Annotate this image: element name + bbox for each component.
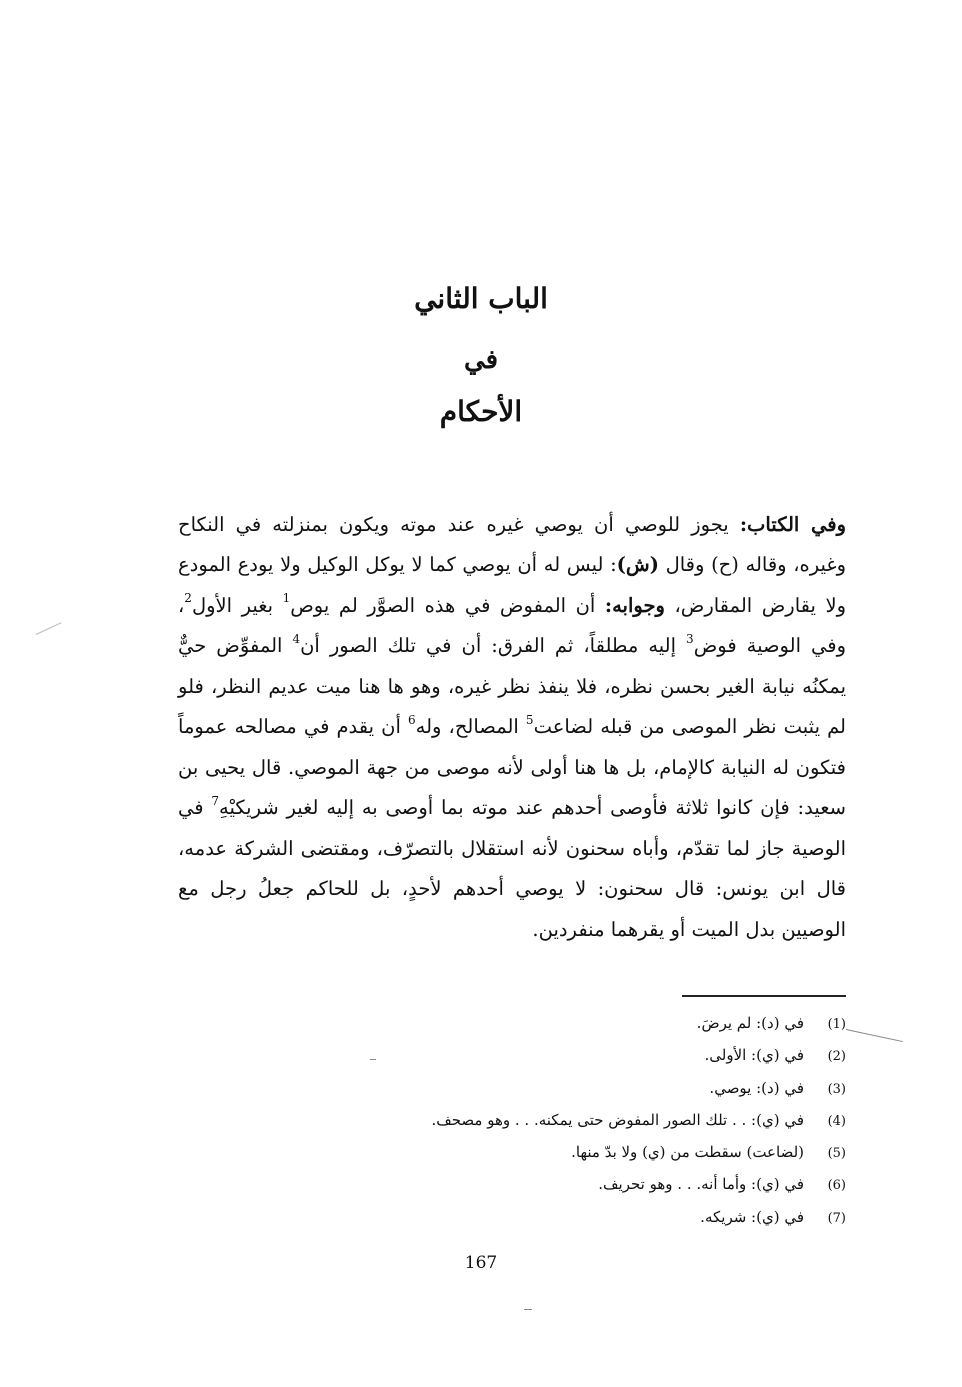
paragraph-text: يجوز للوصي أن يوصي غيره عند موته ويكون بمنزلته في النكاح وغيره، وقاله (ح) وقال — [178, 512, 846, 576]
footnote-marker: 1 — [282, 591, 291, 605]
footnote-text: في (د): لم يرضَ. — [696, 1014, 804, 1032]
footnote-marker: 3 — [686, 631, 694, 646]
paragraph-text: : ليس له أن يوصي كما لا يوكل الوكيل ولا يودع المودع ولا يقارض المقارض، — [178, 553, 846, 617]
paragraph-text: بغير الأول — [191, 593, 283, 617]
page-number: 167 — [464, 1253, 498, 1273]
footnote-text: في (ي): وأما أنه. . . وهو تحريف. — [598, 1175, 804, 1194]
chapter-title-line-3: الأحكام — [439, 395, 523, 428]
footnote-text: في (ي): . . تلك الصور المفوض حتى يمكنه. . . وهو مصحف. — [431, 1110, 804, 1129]
footnote-separator — [682, 995, 846, 997]
footnote-text: في (د): يوصي. — [709, 1078, 804, 1097]
footnotes-list — [326, 1008, 846, 1234]
footnote-item — [326, 1073, 846, 1105]
main-paragraph — [178, 505, 846, 951]
scan-artifact-line — [846, 1029, 903, 1042]
paragraph-text: المفوِّض حيٌّ يمكنُه نيابة الغير بحسن نظره، فلا ينفذ نظر غيره، وهو ها هنا ميت عديم النظر، فلو لم يثبت نظر الموصى من قبله لضاعت — [178, 634, 846, 738]
footnote-item — [326, 1202, 846, 1234]
paragraph-text: إليه مطلقاً، ثم الفرق: أن في تلك الصور أن — [300, 634, 687, 657]
footnote-number: (4) — [827, 1113, 846, 1129]
source-siglum: (ش) — [616, 553, 659, 576]
paragraph-text: أن المفوض في هذه الصوَّر لم يوص — [290, 593, 605, 617]
footnote-marker: 4 — [292, 631, 301, 646]
footnote-marker: 5 — [525, 712, 534, 727]
footnote-marker: 2 — [184, 591, 192, 605]
scan-artifact-line — [36, 622, 62, 635]
footnote-text: (لضاعت) سقطت من (ي) ولا بدّ منها. — [571, 1143, 804, 1162]
footnote-item — [326, 1105, 846, 1137]
footnote-item — [326, 1137, 846, 1169]
paragraph-text: في الوصية جاز لما تقدّم، وأباه سحنون لأنه استقلال بالتصرّف، ومقتضى الشركة عدمه، قال ابن يونس: قال سحنون: لا يوصي أحدهم لأحدٍ، بل للحاكم جعلُ رجل مع الوصيين بدل الميت أو يقرهما منفردين. — [178, 796, 846, 941]
paragraph-text: المصالح، وله — [415, 715, 526, 738]
footnote-marker: 6 — [407, 712, 416, 727]
chapter-title-line-1: الباب الثاني — [414, 282, 548, 315]
chapter-title-line-2: في — [463, 345, 499, 375]
footnote-number: (2) — [827, 1049, 846, 1065]
footnote-number: (5) — [827, 1146, 846, 1162]
answer-label: وجوابه: — [604, 593, 665, 617]
paragraph-text: أن يقدم في مصالحه عموماً فتكون له النيابة كالإمام، بل ها هنا أولى لأنه موصى من جهة الموصي. قال يحيى بن سعيد: فإن كانوا ثلاثة فأوصى أحدهم عند موته بما أوصى به إليه لغير شريكيْهِ — [178, 715, 846, 819]
footnote-number: (6) — [827, 1178, 846, 1194]
footnote-text: في (ي): الأولى. — [704, 1046, 804, 1065]
footnote-number: (3) — [827, 1081, 846, 1097]
footnote-text: في (ي): شريكه. — [700, 1207, 804, 1226]
footnote-item — [326, 1169, 846, 1201]
footnote-number: (7) — [827, 1210, 846, 1226]
paragraph-text: ، وفي الوصية فوض — [178, 593, 846, 657]
footnote-item — [326, 1008, 846, 1040]
scan-artifact-line — [370, 1059, 376, 1060]
paragraph-lead: وفي الكتاب: — [739, 512, 846, 536]
footnote-marker: 7 — [211, 793, 220, 808]
footnote-item — [326, 1040, 846, 1072]
scan-artifact-line — [524, 1309, 532, 1310]
footnote-number: (1) — [827, 1017, 846, 1032]
